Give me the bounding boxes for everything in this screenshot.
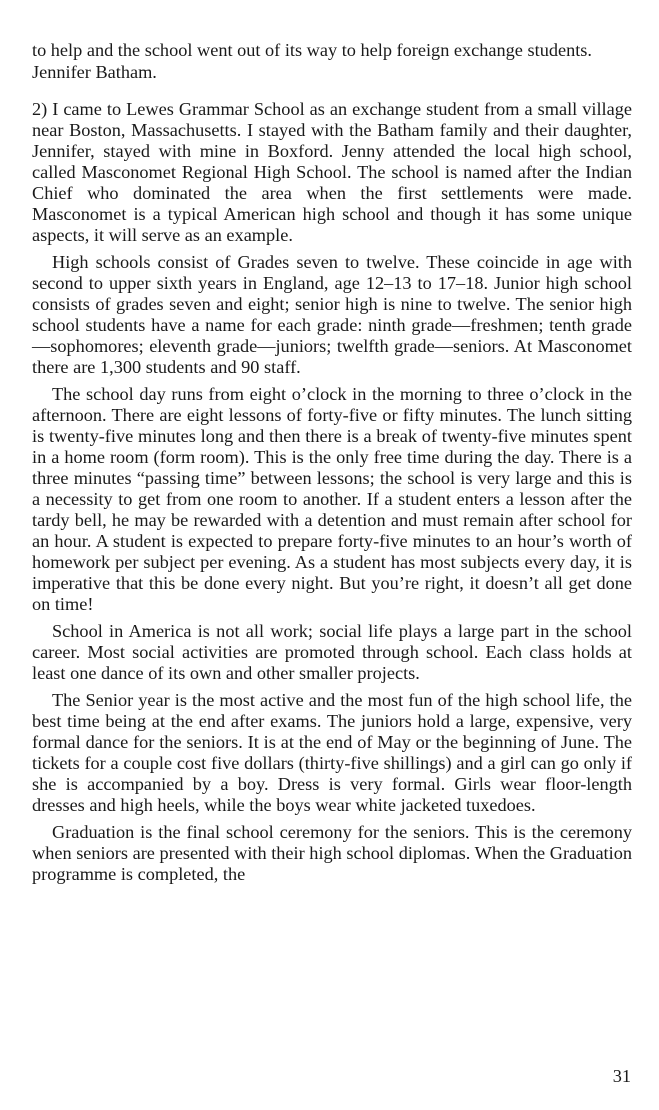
paragraph-exchange-intro: 2) I came to Lewes Grammar School as an exchange student from a small village near Boston, Massachusetts. I stayed with the Batham family and their daughter, Jennifer, stayed with mine in Boxford. Jenny attended the local high school, called Masconomet Regional High School. The school is named after the Indian Chief who dominated the area when the first settlements were made. Masconomet is a typical American high school and though it has some unique aspects, it will serve as an example. bbox=[32, 99, 632, 245]
page-number: 31 bbox=[612, 1066, 631, 1086]
paragraph-social-life: School in America is not all work; social life plays a large part in the school career. Most social activities are promoted through school. Each class holds at least one dance of its own and other smaller projects. bbox=[32, 621, 632, 683]
paragraph-graduation: Graduation is the final school ceremony for the seniors. This is the ceremony when seniors are presented with their high school diplomas. When the Graduation programme is completed, the bbox=[32, 822, 632, 884]
signature: Jennifer Batham. bbox=[32, 62, 157, 82]
paragraph-continuation: to help and the school went out of its way to help foreign exchange students. bbox=[32, 40, 592, 60]
paragraph-school-day: The school day runs from eight o’clock in the morning to three o’clock in the afternoon. There are eight lessons of forty-five or fifty minutes. The lunch sitting is twenty-five minutes long and then there is a break of twenty-five minutes spent in a home room (form room). This is the only free time during the day. There is a three minutes “passing time” between lessons; the school is very large and this is a necessity to get from one room to another. If a student enters a lesson after the tardy bell, he may be rewarded with a detention and must remain after school for an hour. A student is expected to prepare forty-five minutes to an hour’s worth of homework per subject per evening. As a student has most subjects every day, it is imperative that this be done every night. But you’re right, it doesn’t all get done on time! bbox=[32, 384, 632, 614]
paragraph-senior-year: The Senior year is the most active and the most fun of the high school life, the best time being at the end after exams. The juniors hold a large, expensive, very formal dance for the seniors. It is at the end of May or the beginning of June. The tickets for a couple cost five dollars (thirty-five shillings) and a girl can go only if she is accompanied by a boy. Dress is very formal. Girls wear floor-length dresses and high heels, while the boys wear white jacketed tuxedoes. bbox=[32, 690, 632, 815]
paragraph-grades: High schools consist of Grades seven to twelve. These coincide in age with second to upper sixth years in England, age 12–13 to 17–18. Junior high school consists of grades seven and eight; senior high is nine to twelve. The senior high school students have a name for each grade: ninth grade—freshmen; tenth grade—sophomores; eleventh grade—juniors; twelfth grade—seniors. At Masconomet there are 1,300 students and 90 staff. bbox=[32, 252, 632, 377]
body-text bbox=[32, 40, 632, 885]
